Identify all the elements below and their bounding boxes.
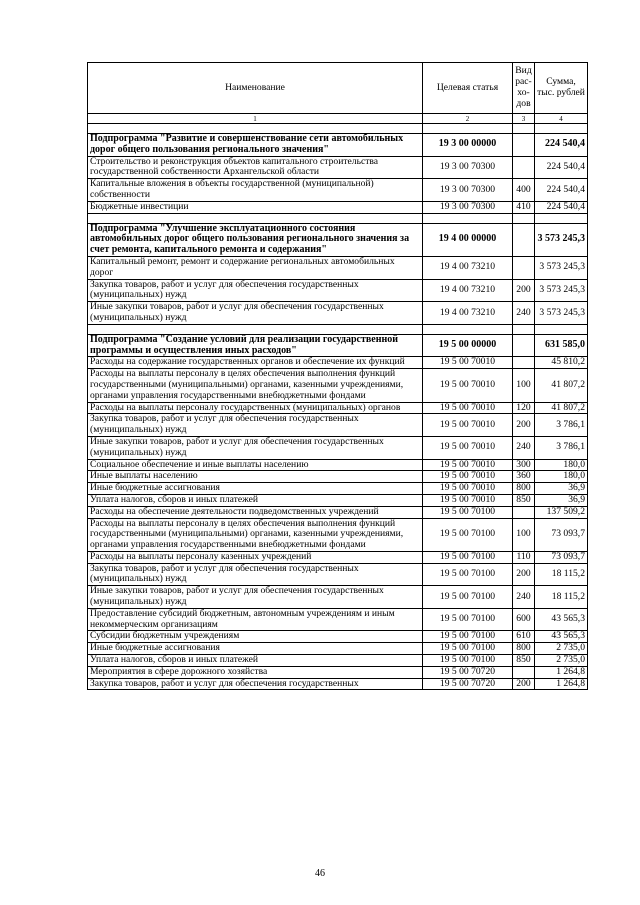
amount: 3 786,1 <box>535 414 588 437</box>
spacer-cell <box>423 324 513 334</box>
amount: 3 786,1 <box>535 436 588 459</box>
spacer-cell <box>535 124 588 134</box>
amount: 3 573 245,3 <box>535 256 588 279</box>
row-name: Закупка товаров, работ и услуг для обеспечения государственных (муниципальных) нужд <box>88 279 423 302</box>
target-article: 19 3 00 70300 <box>423 179 513 202</box>
target-article: 19 3 00 00000 <box>423 134 513 157</box>
amount: 43 565,3 <box>535 631 588 643</box>
amount: 36,9 <box>535 494 588 506</box>
spacer-cell <box>513 124 535 134</box>
spacer-cell <box>88 213 423 223</box>
table-row <box>88 506 588 518</box>
target-article: 19 3 00 70300 <box>423 156 513 179</box>
target-article: 19 5 00 70100 <box>423 563 513 586</box>
expense-type: 200 <box>513 678 535 690</box>
target-article: 19 5 00 70100 <box>423 506 513 518</box>
target-article: 19 5 00 70010 <box>423 494 513 506</box>
row-name: Иные закупки товаров, работ и услуг для обеспечения государственных (муниципальных) нужд <box>88 586 423 609</box>
row-name: Уплата налогов, сборов и иных платежей <box>88 494 423 506</box>
spacer-cell <box>423 213 513 223</box>
page-number: 46 <box>315 868 325 879</box>
expense-type: 240 <box>513 586 535 609</box>
amount: 41 807,2 <box>535 369 588 402</box>
amount: 2 735,0 <box>535 643 588 655</box>
target-article: 19 5 00 70010 <box>423 483 513 495</box>
amount: 631 585,0 <box>535 334 588 357</box>
budget-table-container <box>87 62 587 690</box>
spacer-cell <box>513 213 535 223</box>
expense-type: 800 <box>513 643 535 655</box>
spacer-cell <box>88 124 423 134</box>
target-article: 19 5 00 70720 <box>423 678 513 690</box>
expense-type: 610 <box>513 631 535 643</box>
target-article: 19 5 00 70100 <box>423 608 513 631</box>
spacer-cell <box>513 324 535 334</box>
expense-type <box>513 223 535 256</box>
column-number: 3 <box>513 114 535 124</box>
target-article: 19 5 00 70010 <box>423 414 513 437</box>
table-row <box>88 302 588 325</box>
target-article: 19 5 00 70010 <box>423 357 513 369</box>
expense-type: 240 <box>513 436 535 459</box>
amount: 224 540,4 <box>535 134 588 157</box>
expense-type: 800 <box>513 483 535 495</box>
column-number: 4 <box>535 114 588 124</box>
table-row <box>88 631 588 643</box>
table-row <box>88 279 588 302</box>
column-number: 2 <box>423 114 513 124</box>
amount: 18 115,2 <box>535 586 588 609</box>
row-name: Субсидии бюджетным учреждениям <box>88 631 423 643</box>
row-name: Подпрограмма "Улучшение эксплуатационного состояния автомобильных дорог общего пользования регионального значения за счет ремонта, капитального ремонта и содержания" <box>88 223 423 256</box>
target-article: 19 5 00 70720 <box>423 666 513 678</box>
table-row <box>88 179 588 202</box>
budget-table <box>87 62 588 690</box>
target-article: 19 5 00 70100 <box>423 518 513 551</box>
row-name: Иные закупки товаров, работ и услуг для обеспечения государственных (муниципальных) нужд <box>88 302 423 325</box>
expense-type <box>513 334 535 357</box>
row-name: Подпрограмма "Создание условий для реализации государственной программы и осуществления иных расходов" <box>88 334 423 357</box>
row-name: Предоставление субсидий бюджетным, автономным учреждениям и иным некоммерческим организациям <box>88 608 423 631</box>
target-article: 19 5 00 70010 <box>423 436 513 459</box>
row-name: Иные бюджетные ассигнования <box>88 643 423 655</box>
header-sum: Сумма, тыс. рублей <box>535 63 588 114</box>
table-row <box>88 494 588 506</box>
amount: 224 540,4 <box>535 156 588 179</box>
header-expense-type: Вид рас- хо- дов <box>513 63 535 114</box>
row-name: Расходы на обеспечение деятельности подведомственных учреждений <box>88 506 423 518</box>
table-row <box>88 357 588 369</box>
spacer-row <box>88 324 588 334</box>
expense-type: 110 <box>513 551 535 563</box>
row-name: Закупка товаров, работ и услуг для обеспечения государственных <box>88 678 423 690</box>
target-article: 19 4 00 73210 <box>423 256 513 279</box>
row-name: Иные закупки товаров, работ и услуг для обеспечения государственных (муниципальных) нужд <box>88 436 423 459</box>
row-name: Иные выплаты населению <box>88 471 423 483</box>
amount: 224 540,4 <box>535 201 588 213</box>
table-row <box>88 369 588 402</box>
row-name: Социальное обеспечение и иные выплаты населению <box>88 459 423 471</box>
table-row <box>88 586 588 609</box>
spacer-cell <box>423 124 513 134</box>
table-row <box>88 483 588 495</box>
spacer-cell <box>535 324 588 334</box>
spacer-row <box>88 213 588 223</box>
amount: 180,0 <box>535 459 588 471</box>
expense-type: 200 <box>513 279 535 302</box>
row-name: Расходы на выплаты персоналу государственных (муниципальных) органов <box>88 402 423 414</box>
row-name: Капитальный ремонт, ремонт и содержание региональных автомобильных дорог <box>88 256 423 279</box>
table-row <box>88 201 588 213</box>
table-row <box>88 608 588 631</box>
amount: 180,0 <box>535 471 588 483</box>
expense-type: 100 <box>513 369 535 402</box>
column-number: 1 <box>88 114 423 124</box>
target-article: 19 4 00 73210 <box>423 302 513 325</box>
target-article: 19 5 00 70010 <box>423 459 513 471</box>
row-name: Закупка товаров, работ и услуг для обеспечения государственных (муниципальных) нужд <box>88 563 423 586</box>
spacer-cell <box>535 213 588 223</box>
expense-type: 850 <box>513 655 535 667</box>
table-row <box>88 666 588 678</box>
target-article: 19 5 00 70100 <box>423 586 513 609</box>
table-row <box>88 563 588 586</box>
table-row <box>88 436 588 459</box>
amount: 1 264,8 <box>535 678 588 690</box>
column-number-row <box>88 114 588 124</box>
subprogram-row <box>88 134 588 157</box>
target-article: 19 5 00 70100 <box>423 643 513 655</box>
header-code: Целевая статья <box>423 63 513 114</box>
table-row <box>88 655 588 667</box>
row-name: Строительство и реконструкция объектов капитального строительства государственной собственности Архангельской области <box>88 156 423 179</box>
amount: 73 093,7 <box>535 518 588 551</box>
amount: 137 509,2 <box>535 506 588 518</box>
amount: 3 573 245,3 <box>535 279 588 302</box>
target-article: 19 3 00 70300 <box>423 201 513 213</box>
expense-type: 410 <box>513 201 535 213</box>
spacer-row <box>88 124 588 134</box>
subprogram-row <box>88 223 588 256</box>
header-row <box>88 63 588 114</box>
row-name: Закупка товаров, работ и услуг для обеспечения государственных (муниципальных) нужд <box>88 414 423 437</box>
row-name: Уплата налогов, сборов и иных платежей <box>88 655 423 667</box>
row-name: Расходы на выплаты персоналу в целях обеспечения выполнения функций государственными (муниципальными) органами, казенными учреждениями, органами управления государственными внебюджетными фондами <box>88 518 423 551</box>
spacer-cell <box>88 324 423 334</box>
amount: 45 810,2 <box>535 357 588 369</box>
expense-type: 600 <box>513 608 535 631</box>
target-article: 19 5 00 70100 <box>423 551 513 563</box>
expense-type: 400 <box>513 179 535 202</box>
budget-table-body <box>88 63 588 690</box>
table-row <box>88 414 588 437</box>
amount: 43 565,3 <box>535 608 588 631</box>
amount: 2 735,0 <box>535 655 588 667</box>
table-row <box>88 402 588 414</box>
expense-type: 240 <box>513 302 535 325</box>
expense-type <box>513 134 535 157</box>
expense-type: 360 <box>513 471 535 483</box>
amount: 36,9 <box>535 483 588 495</box>
amount: 224 540,4 <box>535 179 588 202</box>
row-name: Бюджетные инвестиции <box>88 201 423 213</box>
amount: 1 264,8 <box>535 666 588 678</box>
amount: 3 573 245,3 <box>535 223 588 256</box>
amount: 41 807,2 <box>535 402 588 414</box>
target-article: 19 5 00 70010 <box>423 471 513 483</box>
table-row <box>88 471 588 483</box>
row-name: Расходы на выплаты персоналу в целях обеспечения выполнения функций государственными (муниципальными) органами, казенными учреждениями, органами управления государственными внебюджетными фондами <box>88 369 423 402</box>
expense-type <box>513 357 535 369</box>
amount: 18 115,2 <box>535 563 588 586</box>
target-article: 19 5 00 70100 <box>423 631 513 643</box>
subprogram-row <box>88 334 588 357</box>
expense-type <box>513 666 535 678</box>
amount: 73 093,7 <box>535 551 588 563</box>
table-row <box>88 256 588 279</box>
row-name: Расходы на содержание государственных органов и обеспечение их функций <box>88 357 423 369</box>
table-row <box>88 518 588 551</box>
row-name: Подпрограмма "Развитие и совершенствование сети автомобильных дорог общего пользования регионального значения" <box>88 134 423 157</box>
table-row <box>88 678 588 690</box>
amount: 3 573 245,3 <box>535 302 588 325</box>
expense-type: 200 <box>513 563 535 586</box>
expense-type: 300 <box>513 459 535 471</box>
expense-type: 100 <box>513 518 535 551</box>
target-article: 19 5 00 70100 <box>423 655 513 667</box>
expense-type <box>513 506 535 518</box>
expense-type: 200 <box>513 414 535 437</box>
table-row <box>88 459 588 471</box>
header-name: Наименование <box>88 63 423 114</box>
expense-type <box>513 256 535 279</box>
table-row <box>88 643 588 655</box>
target-article: 19 4 00 00000 <box>423 223 513 256</box>
target-article: 19 4 00 73210 <box>423 279 513 302</box>
target-article: 19 5 00 00000 <box>423 334 513 357</box>
expense-type: 850 <box>513 494 535 506</box>
row-name: Иные бюджетные ассигнования <box>88 483 423 495</box>
row-name: Капитальные вложения в объекты государственной (муниципальной) собственности <box>88 179 423 202</box>
expense-type <box>513 156 535 179</box>
target-article: 19 5 00 70010 <box>423 369 513 402</box>
table-row <box>88 551 588 563</box>
row-name: Мероприятия в сфере дорожного хозяйства <box>88 666 423 678</box>
row-name: Расходы на выплаты персоналу казенных учреждений <box>88 551 423 563</box>
expense-type: 120 <box>513 402 535 414</box>
target-article: 19 5 00 70010 <box>423 402 513 414</box>
table-row <box>88 156 588 179</box>
